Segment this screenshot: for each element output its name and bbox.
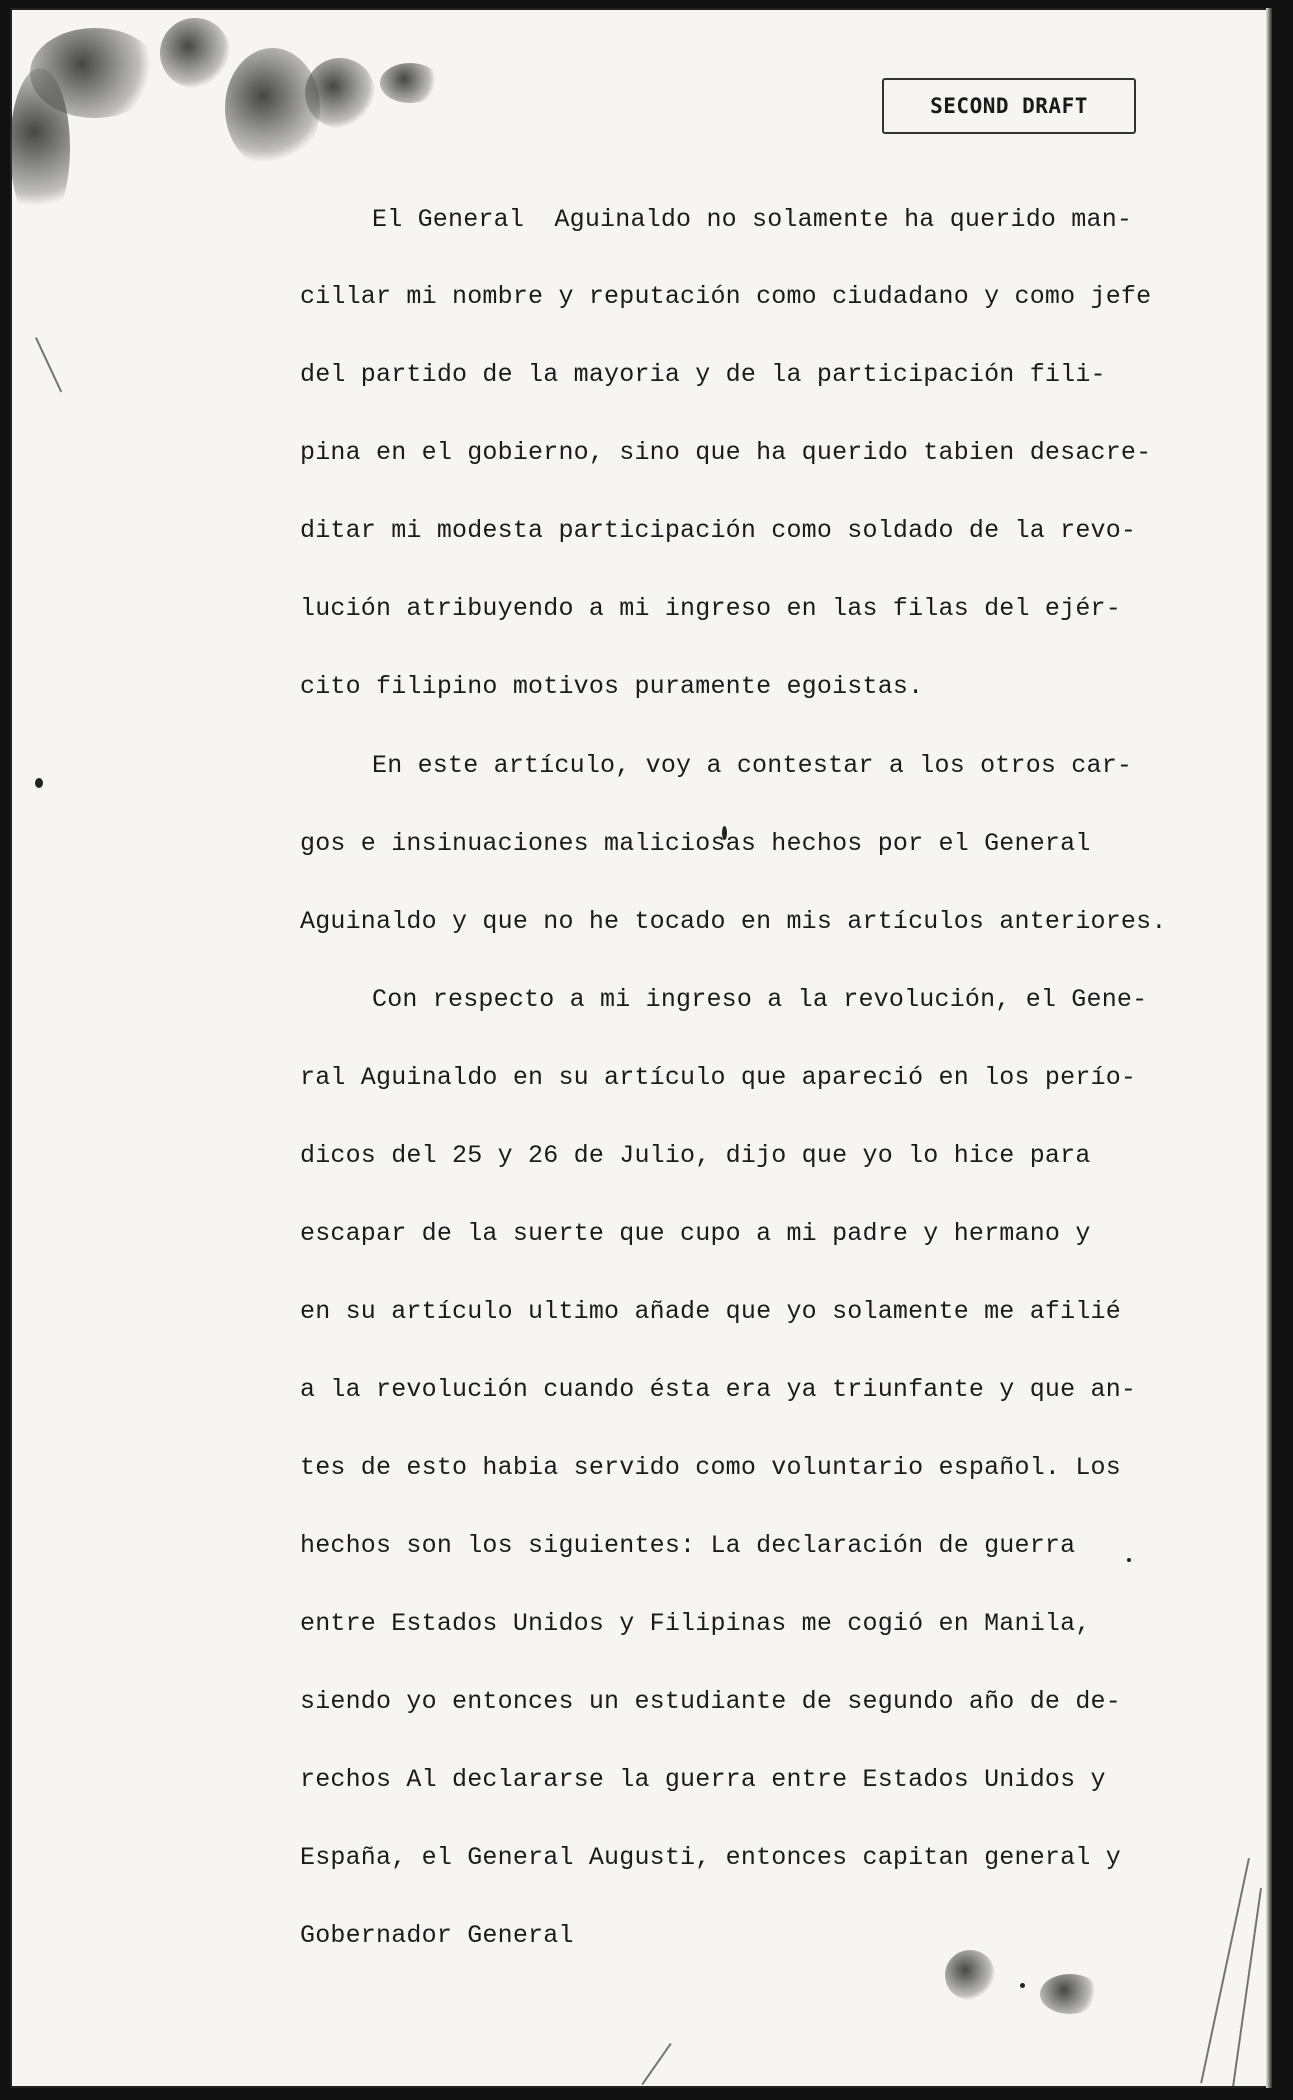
text-line: Gobernador General (300, 1921, 574, 1950)
speck (1127, 1558, 1131, 1562)
text-line: Aguinaldo y que no he tocado en mis artículos anteriores. (300, 907, 1167, 936)
text-line: entre Estados Unidos y Filipinas me cogió en Manila, (300, 1609, 1091, 1638)
draft-stamp (882, 78, 1136, 134)
text-line: escapar de la suerte que cupo a mi padre y hermano y (300, 1219, 1091, 1248)
text-line: España, el General Augusti, entonces capitan general y (300, 1843, 1121, 1872)
text-line: en su artículo ultimo añade que yo solamente me afilié (300, 1297, 1121, 1326)
text-line: ditar mi modesta participación como soldado de la revo- (300, 516, 1137, 545)
text-line: pina en el gobierno, sino que ha querido tabien desacre- (300, 438, 1152, 467)
text-line: gos e insinuaciones maliciosas hechos por el General (300, 829, 1091, 858)
paper-crease (1200, 1858, 1250, 2083)
text-line: a la revolución cuando ésta era ya triunfante y que an- (300, 1375, 1137, 1404)
text-line: del partido de la mayoria y de la participación fili- (300, 360, 1106, 389)
text-line: hechos son los siguientes: La declaración de guerra (300, 1531, 1076, 1560)
text-line: cillar mi nombre y reputación como ciudadano y como jefe (300, 282, 1152, 311)
ink-stain (945, 1950, 995, 2000)
page-edge-shadow (1266, 8, 1272, 2088)
document-page (10, 8, 1272, 2088)
ink-stain (1040, 1974, 1100, 2014)
ink-stain (225, 48, 320, 168)
text-line: ral Aguinaldo en su artículo que apareció en los perío- (300, 1063, 1137, 1092)
text-line: tes de esto habia servido como voluntario español. Los (300, 1453, 1121, 1482)
ink-stain (160, 18, 230, 88)
text-line: lución atribuyendo a mi ingreso en las filas del ejér- (300, 594, 1121, 623)
text-line: cito filipino motivos puramente egoistas. (300, 672, 924, 701)
paper-crease (641, 2043, 671, 2085)
text-line: El General Aguinaldo no solamente ha querido man- (372, 205, 1133, 234)
text-line: siendo yo entonces un estudiante de segundo año de de- (300, 1687, 1121, 1716)
paper-crease (35, 337, 62, 392)
draft-stamp-label: SECOND DRAFT (930, 94, 1088, 118)
speck (1020, 1983, 1025, 1988)
text-line: En este artículo, voy a contestar a los otros car- (372, 751, 1133, 780)
ink-stain (305, 58, 375, 128)
text-line: rechos Al declararse la guerra entre Estados Unidos y (300, 1765, 1106, 1794)
text-line: dicos del 25 y 26 de Julio, dijo que yo lo hice para (300, 1141, 1091, 1170)
ink-stain (10, 68, 70, 228)
ink-stain (380, 63, 440, 103)
speck (35, 778, 43, 788)
text-line: Con respecto a mi ingreso a la revolución, el Gene- (372, 985, 1148, 1014)
